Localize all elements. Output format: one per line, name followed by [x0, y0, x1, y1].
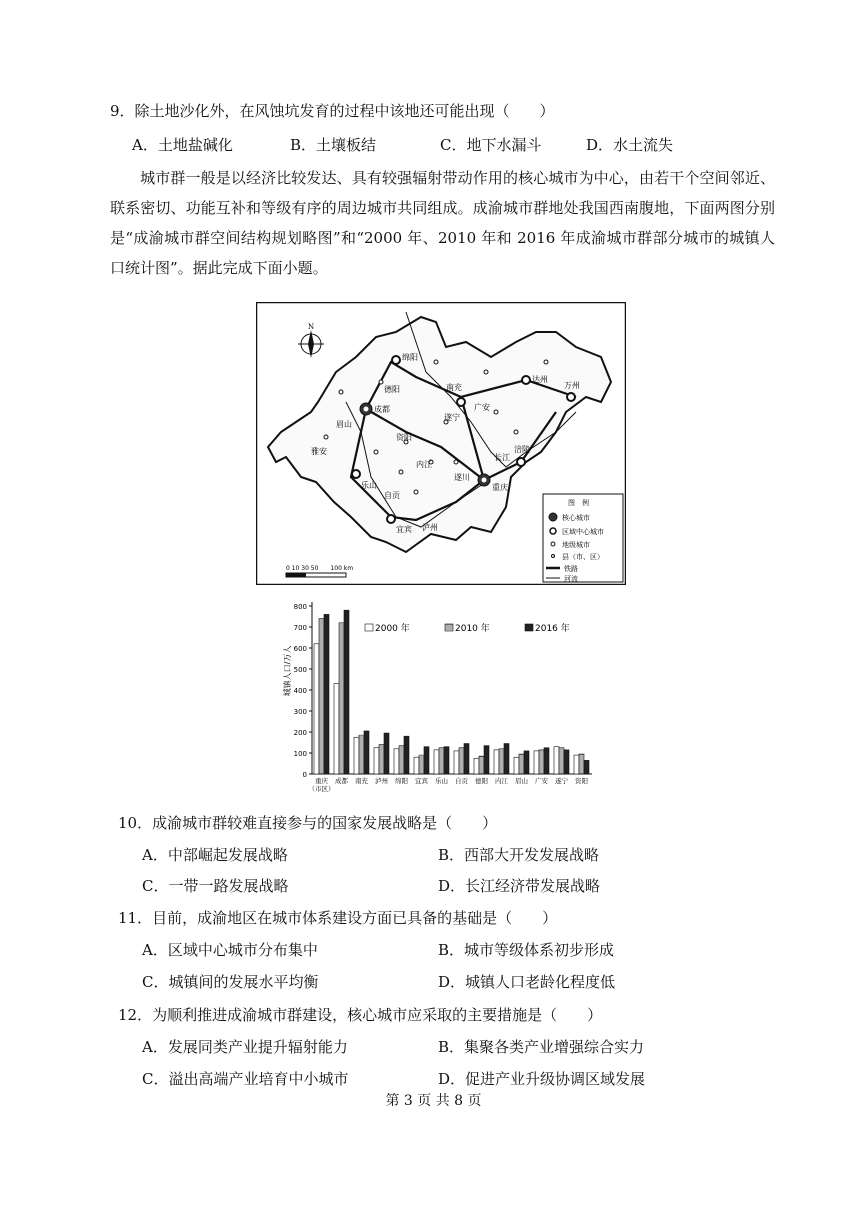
bar [444, 747, 449, 774]
city-label: 遂宁 [444, 413, 460, 422]
y-tick-label: 200 [293, 729, 307, 737]
bar [339, 623, 344, 774]
city-label: 资阳 [396, 433, 412, 442]
city-label: 成都 [374, 405, 390, 414]
legend-label: 2016 年 [535, 624, 570, 634]
city-label: 万州 [564, 381, 580, 390]
city-label: 泸州 [422, 523, 438, 532]
city-label: 乐山 [361, 481, 377, 490]
legend-item: 核心城市 [562, 514, 590, 522]
legend-swatch [525, 624, 533, 631]
bar [419, 755, 424, 774]
legend-item: 河流 [564, 575, 578, 583]
y-tick-label: 400 [293, 687, 307, 695]
y-tick-label: 700 [293, 624, 307, 632]
bar [574, 755, 579, 774]
bar [354, 737, 359, 774]
bar [464, 744, 469, 774]
bar [564, 750, 569, 774]
x-tick-label: 内江 [495, 777, 508, 785]
y-tick-label: 100 [293, 750, 307, 758]
bar [439, 748, 444, 774]
bar [459, 748, 464, 774]
q12-option-c: C．溢出高端产业培育中小城市 [142, 1070, 349, 1088]
x-tick-label: 绵阳 [395, 777, 408, 785]
x-tick-label: 宜宾 [415, 777, 428, 785]
legend-label: 2000 年 [375, 624, 410, 634]
city-label: 德阳 [384, 385, 400, 394]
bar [484, 746, 489, 774]
bar [384, 733, 389, 774]
q9-option-b: B．土壤板结 [290, 136, 377, 154]
y-tick-label: 600 [293, 645, 307, 653]
bar [414, 757, 419, 774]
city-label: 南充 [446, 383, 462, 392]
x-tick-label: 泸州 [375, 777, 388, 785]
q11-option-b: B．城市等级体系初步形成 [438, 941, 615, 959]
legend-label: 2010 年 [455, 624, 490, 634]
bar [514, 757, 519, 774]
bar [494, 750, 499, 774]
intro-paragraph [110, 163, 775, 283]
scale-label: 0 10 30 50 100 km [286, 565, 354, 572]
bar [324, 614, 329, 774]
x-tick-label: 重庆 [315, 777, 328, 785]
bar [434, 750, 439, 774]
city-label: 宜宾 [396, 525, 412, 534]
page-footer: 第 3 页 共 8 页 [385, 1093, 482, 1109]
bar [519, 754, 524, 774]
legend-item: 县（市、区） [562, 553, 604, 561]
bar [539, 750, 544, 774]
x-tick-label: 乐山 [435, 777, 448, 785]
bar [479, 756, 484, 774]
bar [584, 760, 589, 774]
q9-option-d: D．水土流失 [586, 136, 674, 154]
x-tick-label: 眉山 [515, 777, 528, 785]
y-tick-label: 500 [293, 666, 307, 674]
city-label: 眉山 [336, 420, 352, 429]
y-tick-label: 0 [302, 771, 307, 779]
bar [499, 749, 504, 774]
city-label: 自贡 [384, 491, 400, 500]
q11-option-a: A．区域中心城市分布集中 [142, 941, 318, 959]
x-tick-label: 德阳 [475, 777, 488, 785]
bar [319, 619, 324, 774]
y-tick-label: 300 [293, 708, 307, 716]
q12-stem: 12．为顺利推进成渝城市群建设，核心城市应采取的主要措施是（ ） [118, 1006, 603, 1024]
x-tick-label: 广安 [535, 777, 548, 785]
y-tick-label: 800 [293, 603, 307, 611]
city-label: 重庆 [492, 483, 508, 492]
intro-text: 城市群一般是以经济比较发达、具有较强辐射带动作用的核心城市为中心，由若干个空间邻近、联系密切、功能互补和等级有序的周边城市共同组成。成渝城市群地处我国西南腹地，下面两图分别是“成渝城市群空间结构规划略图”和“2000 年、2010 年和 2016 年成渝城市群部分城市的城镇人口统计图”。据此完成下面小题。 [110, 169, 775, 277]
bar [314, 644, 319, 774]
x-tick-label: 自贡 [455, 777, 468, 785]
x-tick-label: （市区） [308, 785, 335, 793]
q10-option-a: A．中部崛起发展战略 [142, 846, 288, 864]
q10-option-c: C．一带一路发展战略 [142, 877, 289, 895]
x-tick-label: 成都 [335, 777, 348, 785]
city-label: 遂川 [454, 473, 470, 482]
bar [374, 748, 379, 774]
bar [534, 751, 539, 774]
bar [554, 747, 559, 774]
city-label: 雅安 [311, 447, 327, 456]
q12-option-b: B．集聚各类产业增强综合实力 [438, 1038, 645, 1056]
bar [524, 751, 529, 774]
bar [364, 731, 369, 774]
q10-option-d: D．长江经济带发展战略 [438, 877, 601, 895]
bar [359, 735, 364, 774]
y-axis-label: 城镇人口/万人 [283, 645, 292, 697]
city-label: 长江 [494, 453, 510, 462]
population-chart [280, 596, 610, 806]
bar [579, 754, 584, 774]
bar [379, 745, 384, 774]
city-label: 广安 [474, 403, 490, 412]
x-tick-label: 遂宁 [555, 777, 568, 785]
city-label: 达州 [532, 375, 548, 384]
q9-option-a: A．土地盐碱化 [132, 136, 233, 154]
q11-option-d: D．城镇人口老龄化程度低 [438, 973, 616, 991]
city-label: 涪陵 [514, 445, 530, 454]
x-tick-label: 资阳 [575, 777, 588, 785]
bar [394, 749, 399, 774]
x-tick-label: 南充 [355, 777, 368, 785]
bar [404, 736, 409, 774]
bar [544, 748, 549, 774]
legend-swatch [365, 624, 373, 631]
bar [504, 744, 509, 774]
north-label: N [308, 323, 315, 331]
map-figure [256, 302, 626, 585]
bar [424, 747, 429, 774]
bar [474, 758, 479, 774]
legend-swatch [445, 624, 453, 631]
legend-item: 铁路 [564, 565, 578, 573]
bar [454, 751, 459, 774]
q12-option-a: A．发展同类产业提升辐射能力 [142, 1038, 348, 1056]
bar [559, 748, 564, 774]
legend-item: 地级城市 [562, 541, 590, 549]
q10-stem: 10．成渝城市群较难直接参与的国家发展战略是（ ） [118, 814, 498, 832]
bar [399, 746, 404, 774]
q9-stem: 9．除土地沙化外，在风蚀坑发育的过程中该地还可能出现（ ） [110, 102, 555, 120]
city-label: 内江 [416, 460, 432, 469]
city-label: 绵阳 [402, 353, 418, 362]
q11-option-c: C．城镇间的发展水平均衡 [142, 973, 319, 991]
q12-option-d: D．促进产业升级协调区域发展 [438, 1070, 646, 1088]
q9-option-c: C．地下水漏斗 [440, 136, 542, 154]
bar [344, 610, 349, 774]
legend-item: 区域中心城市 [562, 528, 604, 536]
q11-stem: 11．目前，成渝地区在城市体系建设方面已具备的基础是（ ） [118, 909, 558, 927]
q10-option-b: B．西部大开发发展战略 [438, 846, 600, 864]
bar [334, 684, 339, 774]
legend-title: 图 例 [568, 499, 589, 507]
